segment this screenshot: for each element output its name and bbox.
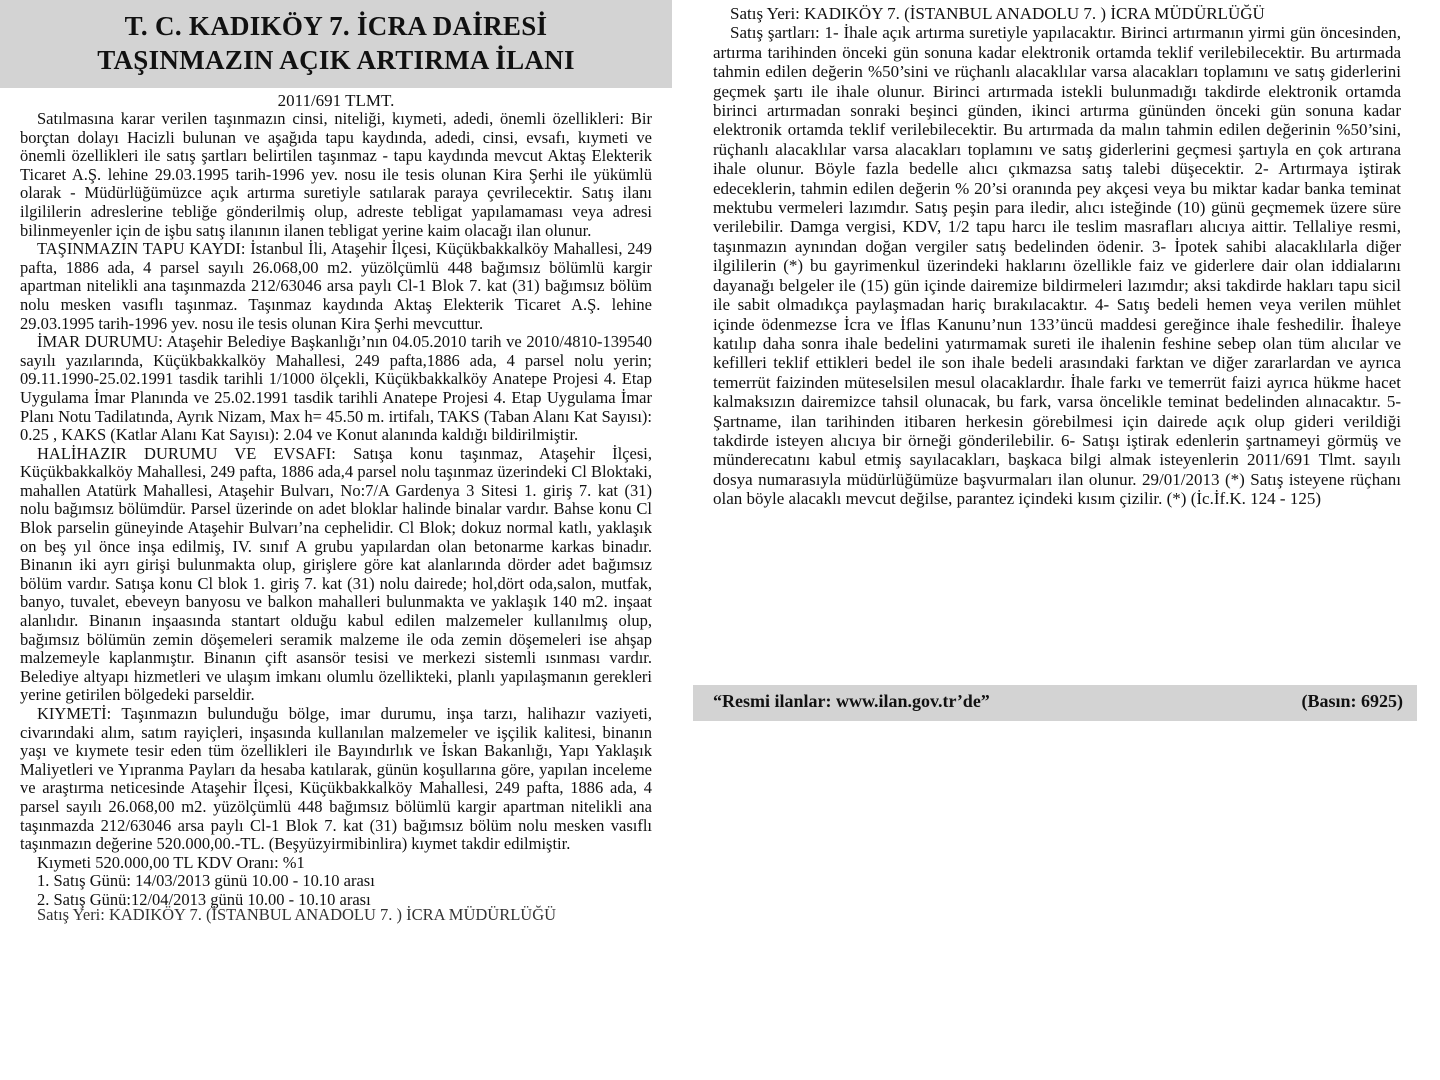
right-column [693,0,1417,711]
sale-date-1: 1. Satış Günü: 14/03/2013 günü 10.00 - 10.10 arası [37,871,375,891]
kiymet-value-line: Kıymeti 520.000,00 TL KDV Oranı: %1 [37,852,305,872]
left-column [0,0,672,924]
official-ads-link: “Resmi ilanlar: www.ilan.gov.tr’de” [713,691,990,711]
announcement-header [0,0,672,88]
sale-conditions: Satış şartları: 1- İhale açık artırma suretiyle yapılacaktır. Birinci artırmanın yirmi gün öncesinden, artırma tarihinden önceki gün sonuna kadar elektronik ortamda teklif verilebilecektir. Bu artırmada tahmin edilen değerin %50’sini ve rüçhanlı alacaklılar varsa alacakları toplamını ve satış giderlerini geçmek şartı ile ihale olunur. Birinci artırmada istekli bulunmadığı takdirde elektronik ortamda birinci artırmadan sonraki beşinci günden, ikinci artırma gününden önceki gün sonuna kadar elektronik ortamda teklif verilebilecektir. Bu artırmada da malın tahmin edilen değerinin %50’sini, rüçhanlı alacaklılar varsa alacakları toplamını ve satış giderlerini geçmesi şartıyla en çok artırana ihale olunur. Böyle fazla bedelle alıcı çıkmazsa satış talebi düşecektir. 2- Artırmaya iştirak edeceklerin, tahmin edilen değerin % 20’si oranında pey akçesi veya bu miktar kadar banka teminat mektubu vermeleri lazımdır. Satış peşin para iledir, alıcı isteğinde (10) günü geçmemek üzere süre verilebilir. Damga vergisi, KDV, 1/2 tapu harcı ile teslim masrafları alıcıya aittir. Tellaliye resmi, taşınmazın aynından doğan vergiler satış bedelinden ödenir. 3- İpotek sahibi alacaklılarla diğer ilgililerin (*) bu gayrimenkul üzerindeki haklarını özellikle faiz ve giderlere dair olan iddialarını dayanağı belgeler ile (15) gün içinde dairemize bildirmeleri lazımdır; aksi takdirde hakları tapu sicil ile sabit olmadıkça paylaşmadan hariç bırakılacaktır. 4- Satış bedeli hemen veya verilen mühlet içinde ödenmezse İcra ve İflas Kanunu’nun 133’üncü maddesi gereğince ihale feshedilir. İhaleye katılıp daha sonra ihale bedelini yatırmamak sureti ile ihalenin feshine sebep olan tüm alıcılar ve kefilleri teklif ettikleri bedel ile son ihale bedeli arasındaki farktan ve diğer zararlardan ve ayrıca temerrüt faizinden müteselsilen mesul olacaklardır. İhale farkı ve temerrüt faizi ayrıca hükme hacet kalmaksızın dairemizce tahsil olunacak, bu fark, varsa öncelikle teminat bedelinden alınacaktır. 5- Şartname, ilan tarihinden itibaren herkesin görebilmesi için dairede açık olup gideri verildiği takdirde isteyen alıcıya bir örneği gönderilebilir. 6- Satışı iştirak edenlerin şartnameyi görmüş ve münderecatını kabul etmiş sayılacakları, başkaca bilgi almak isteyenlerin 2011/691 Tlmt. sayılı dosya numarasıyla müdürlüğümüze başvurmaları ilan olunur. 29/01/2013 (*) Satış isteyene rüçhanı olan böyle alacaklı mevcut değilse, parantez içindeki kısım çizilir. (*) (İc.İf.K. 124 - 125) [713,23,1401,509]
press-number: (Basın: 6925) [1301,691,1403,711]
imar-text: Ataşehir Belediye Başkanlığı’nın 04.05.2010 tarih ve 2010/4810-139540 sayılı yazılarında, Küçükbakkalköy Mahallesi, 249 pafta,1886 ada, 4 parsel nolu yerin; 09.11.1990-25.02.1991 tasdik tarihli 1/1000 ölçekli, Küçükbakkalköy Anatepe Projesi 4. Etap Uygulama İmar Planında ve 25.02.1991 tasdik tarihli Anatepe Projesi 4. Etap Uygulama İmar Planı Notu Tadilatında, Ayrık Nizam, Max h= 45.50 m. irtifalı, TAKS (Taban Alanı Kat Sayısı): 0.25 , KAKS (Katlar Alanı Kat Sayısı): 2.04 ve Konut alanında kaldığı bildirilmiştir. [20,332,653,445]
halihazir-label: HALİHAZIR DURUMU VE EVSAFI: [37,443,336,463]
cut-off-line: Satış Yeri: KADIKÖY 7. (İSTANBUL ANADOLU 7. ) İCRA MÜDÜRLÜĞÜ [37,904,557,924]
announcement-title: TAŞINMAZIN AÇIK ARTIRMA İLANI [97,45,575,75]
sale-location: Satış Yeri: KADIKÖY 7. (İSTANBUL ANADOLU 7. ) İCRA MÜDÜRLÜĞÜ [730,4,1265,23]
tapu-paragraph [20,240,652,333]
office-title: T. C. KADIKÖY 7. İCRA DAİRESİ [124,11,548,41]
footer-bar [693,685,1417,721]
announcement-body [0,110,672,910]
sale-date-2: 2. Satış Günü:12/04/2013 günü 10.00 - 10.10 arası [37,889,371,909]
kiymet-text: Taşınmazın bulunduğu bölge, imar durumu, inşa tarzı, halihazır vaziyeti, civarındaki alım, satım rayiçleri, inşasında kullanılan malzemeler ve işçilik kalitesi, binanın yaşı ve kıymete tesir eden tüm özellikleri ile Bayındırlık ve İskan Bakanlığı, Yapı Yaklaşık Maliyetleri ve Yıpranma Payları da hesaba katılarak, günün koşullarına göre, yapılan inceleme ve araştırma neticesinde Ataşehir İlçesi, Küçükbakkalköy Mahallesi, 249 pafta, 1886 ada, 4 parsel sayılı 26.068,00 m2. yüzölçümlü 448 bağımsız bölümlü kargir apartman nitelikli ana taşınmazda 212/63046 arsa paylı Cl-1 Blok 7. kat (31) bağımsız bölüm nolu mesken vasıflı taşınmazın değerine 520.000,00.-TL. (Beşyüzyirmibinlira) kıymet takdir edilmiştir. [20,704,653,854]
halihazir-text: Satışa konu taşınmaz, Ataşehir İlçesi, Küçükbakkalköy Mahallesi, 249 pafta, 1886 ada,4 parsel nolu taşınmaz üzerindeki Cl Bloktaki, mahallen Atatürk Mahallesi, Ataşehir Bulvarı, No:7/A Gardenya 3 Sitesi 1. giriş 7. kat (31) nolu bağımsız bölümdür. Parsel üzerinde on adet bloklar halinde binalar vardır. Bahse konu Cl Blok parselin güneyinde Ataşehir Bulvarı’na cephelidir. Cl Blok; dokuz normal katlı, yaklaşık on beş yıl önce inşa edilmiş, IV. sınıf A grubu yapılardan olan betonarme karkas binadır. Binanın iki ayrı girişi bulunmakta olup, girişlere göre kat alanlarında dörder adet bağımsız bölüm vardır. Satışa konu Cl blok 1. giriş 7. kat (31) nolu dairede; hol,dört oda,salon, mutfak, banyo, tuvalet, ebeveyn banyosu ve balkon mahalleri bulunmakta ve yaklaşık 140 m2. inşaat alanlıdır. Binanın inşaasında stantart olduğu kabul edilen malzemeler kullanılmış olup, bağımsız bölümün zemin döşemeleri seramik malzeme ile oda zemin döşemeleri ise ahşap malzemeyle kaplanmıştır. Binanın çift asansör tesisi ve merkezi sistemli ısınması vardır. Belediye altyapı hizmetleri ve ulaşım imkanı olumlu özellikteki, planlı yapılaşmanın gerekleri yerine getirilen bölgedeki parseldir. [20,443,653,705]
kiymet-label: KIYMETİ: [37,704,112,723]
imar-label: İMAR DURUMU: [37,332,163,352]
tapu-text: İstanbul İli, Ataşehir İlçesi, Küçükbakkalköy Mahallesi, 249 pafta, 1886 ada, 4 parsel sayılı 26.068,00 m2. yüzölçümlü 448 bağımsız bölümlü kargir apartman nitelikli ana taşınmazda 212/63046 arsa paylı Cl-1 Blok 7. kat (31) bağımsız bölüm nolu mesken vasıflı taşınmaz. Taşınmaz kaydında Aktaş Elekterik Ticaret A.Ş. lehine 29.03.1995 tarih-1996 yev. nosu ile tesis olunan Kira Şerhi mevcuttur. [20,239,653,333]
intro-paragraph: Satılmasına karar verilen taşınmazın cinsi, niteliği, kıymeti, adedi, önemli özellikleri: Bir borçtan dolayı Hacizli bulunan ve aşağıda tapu kaydında, adedi, cinsi, evsafı, kıymeti ve önemli özellikleri ile satış şartları belirtilen taşınmaz - tapu kaydında mevcut Aktaş Elekterik Ticaret A.Ş. lehine 29.03.1995 tarih-1996 yev. nosu ile tesis olunan Kira Şerhi ile yükümlü olarak - Müdürlüğümüzce açık artırma suretiyle satılarak paraya çevrilecektir. Satış ilanı ilgililerin adreslerine tebliğe gönderilmiş olup, adreste tebligat yapılamaması veya adresi bilinmeyenler için de işbu satış ilanının ilanen tebligat yerine kaim olacağı ilan olunur. [20,109,652,240]
tapu-label: TAŞINMAZIN TAPU KAYDI: [37,239,246,259]
kiymet-paragraph [20,705,652,854]
imar-paragraph [20,333,652,445]
halihazir-paragraph [20,445,652,705]
file-number: 2011/691 TLMT. [277,91,395,110]
sale-conditions-body [693,0,1417,509]
